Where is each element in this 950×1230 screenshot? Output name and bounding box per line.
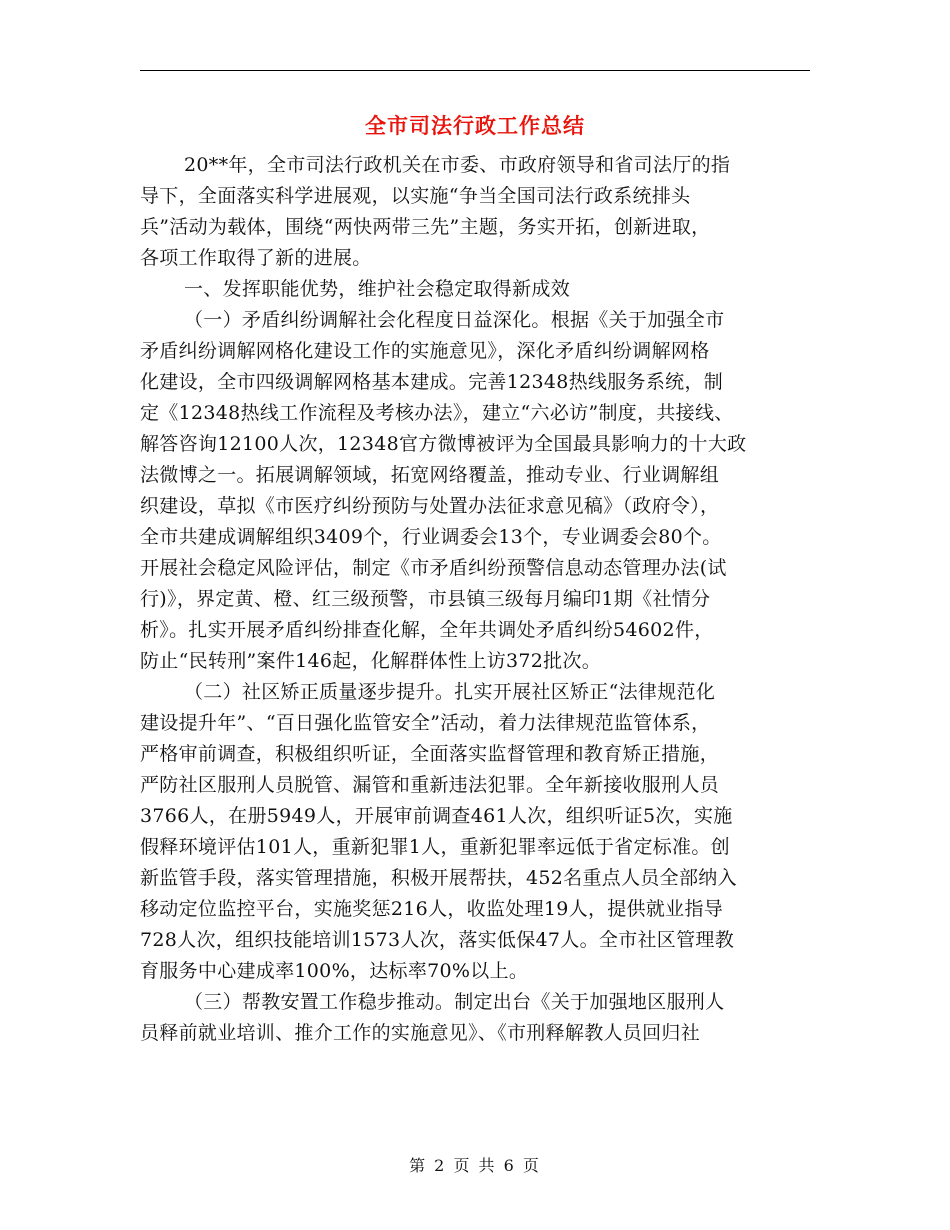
body-text-line: 20**年，全市司法行政机关在市委、市政府领导和省司法厅的指 bbox=[184, 154, 731, 176]
body-text-line: 矛盾纠纷调解网格化建设工作的实施意见》，深化矛盾纠纷调解网格 bbox=[140, 340, 710, 362]
body-text-line: 移动定位监控平台，实施奖惩216人，收监处理19人，提供就业指导 bbox=[140, 898, 724, 920]
body-text-line: 导下，全面落实科学进展观，以实施“争当全国司法行政系统排头 bbox=[140, 185, 691, 207]
header-rule bbox=[140, 70, 810, 71]
body-text-line: 防止“民转刑”案件146起，化解群体性上访372批次。 bbox=[140, 650, 602, 672]
body-text-line: 解答咨询12100人次，12348官方微博被评为全国最具影响力的十大政 bbox=[140, 433, 747, 455]
body-text-line: 严防社区服刑人员脱管、漏管和重新违法犯罪。全年新接收服刑人员 bbox=[140, 774, 720, 796]
body-text-line: 各项工作取得了新的进展。 bbox=[140, 247, 372, 269]
body-text-line: 兵”活动为载体，围绕“两快两带三先”主题，务实开拓，创新进取， bbox=[140, 216, 711, 238]
body-text-line: （一）矛盾纠纷调解社会化程度日益深化。根据《关于加强全市 bbox=[184, 309, 725, 331]
body-text-line: 化建设，全市四级调解网格基本建成。完善12348热线服务系统，制 bbox=[140, 371, 724, 393]
body-text-line: 新监管手段，落实管理措施，积极开展帮扶，452名重点人员全部纳入 bbox=[140, 867, 737, 889]
body-text-line: （三）帮教安置工作稳步推动。制定出台《关于加强地区服刑人 bbox=[184, 991, 725, 1013]
body-text-line: 一、发挥职能优势，维护社会稳定取得新成效 bbox=[184, 278, 571, 300]
body-text-line: 728人次，组织技能培训1573人次，落实低保47人。全市社区管理教 bbox=[140, 929, 734, 951]
body-text-line: 析》。扎实开展矛盾纠纷排查化解，全年共调处矛盾纠纷54602件， bbox=[140, 619, 714, 641]
document-title: 全市司法行政工作总结 bbox=[365, 113, 585, 138]
body-text-line: 定《12348热线工作流程及考核办法》，建立“六必访”制度，共接线、 bbox=[140, 402, 734, 424]
body-text-line: 织建设，草拟《市医疗纠纷预防与处置办法征求意见稿》（政府令）， bbox=[140, 495, 720, 517]
body-text-line: 开展社会稳定风险评估，制定《市矛盾纠纷预警信息动态管理办法(试 bbox=[140, 557, 727, 579]
document-body bbox=[140, 150, 820, 1049]
body-text-line: 育服务中心建成率100%，达标率70%以上。 bbox=[140, 960, 529, 982]
body-text-line: 行)》，界定黄、橙、红三级预警，市县镇三级每月编印1期《社情分 bbox=[140, 588, 711, 610]
body-text-line: 员释前就业培训、推介工作的实施意见》、《市刑释解教人员回归社 bbox=[140, 1022, 701, 1044]
body-text-line: 建设提升年”、“百日强化监管安全”活动，着力法律规范监管体系， bbox=[140, 712, 711, 734]
body-text-line: 假释环境评估101人，重新犯罪1人，重新犯罪率远低于省定标准。创 bbox=[140, 836, 730, 858]
page-footer: 第 2 页 共 6 页 bbox=[409, 1156, 541, 1175]
body-text-line: 3766人，在册5949人，开展审前调查461人次，组织听证5次，实施 bbox=[140, 805, 733, 827]
body-text-line: （二）社区矫正质量逐步提升。扎实开展社区矫正“法律规范化 bbox=[184, 681, 716, 703]
body-text-line: 严格审前调查，积极组织听证，全面落实监督管理和教育矫正措施， bbox=[140, 743, 720, 765]
body-text-line: 全市共建成调解组织3409个，行业调委会13个，专业调委会80个。 bbox=[140, 526, 722, 548]
body-text-line: 法微博之一。拓展调解领域，拓宽网络覆盖，推动专业、行业调解组 bbox=[140, 464, 720, 486]
